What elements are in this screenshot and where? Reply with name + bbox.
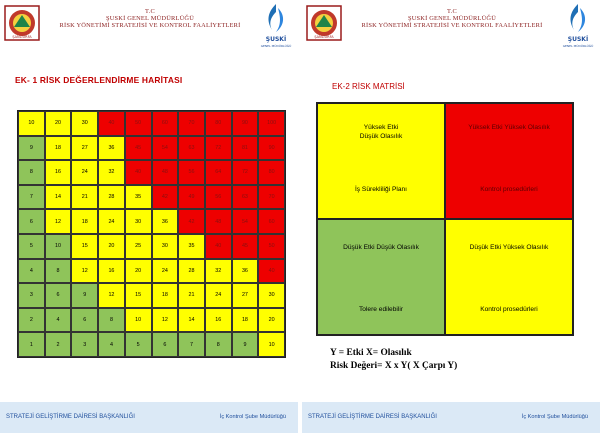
heatmap-cell: 3	[71, 332, 98, 357]
header-line-doc: RİSK YÖNETİMİ STRATEJİSİ VE KONTROL FAALİYETLERİ	[361, 22, 543, 29]
heatmap-cell: 36	[98, 136, 125, 161]
matrix-cell-label: Düşük Etki Yüksek Olasılık	[469, 244, 549, 251]
heatmap-cell: 12	[45, 209, 72, 234]
heatmap-cell: 27	[71, 136, 98, 161]
heatmap-cell: 28	[98, 185, 125, 210]
heatmap-cell: 5	[18, 234, 45, 259]
heatmap-cell: 14	[178, 308, 205, 333]
page-footer	[302, 402, 600, 433]
heatmap-cell: 18	[45, 136, 72, 161]
heatmap-cell: 4	[45, 308, 72, 333]
brand-sub: GENEL MÜDÜRLÜĞÜ	[562, 44, 594, 48]
heatmap-cell: 21	[178, 283, 205, 308]
heatmap-cell: 42	[152, 185, 179, 210]
matrix-cell-high-impact-high-probability	[445, 103, 573, 219]
matrix-cell-low-impact-low-probability	[317, 219, 445, 335]
heatmap-cell: 24	[71, 160, 98, 185]
header-line-tc: T.C	[447, 8, 457, 15]
heatmap-cell: 10	[18, 111, 45, 136]
heatmap-cell: 7	[18, 185, 45, 210]
heatmap-cell: 54	[232, 209, 259, 234]
seal-text: ŞANLIURFA	[12, 35, 32, 39]
matrix-cell-label: Yüksek Etki	[363, 124, 399, 131]
heatmap-cell: 6	[152, 332, 179, 357]
municipality-seal-icon	[306, 5, 342, 41]
heatmap-cell: 32	[205, 259, 232, 284]
brand-name: ŞUSKİ	[265, 36, 287, 43]
heatmap-cell: 60	[258, 209, 285, 234]
heatmap-cell: 6	[18, 209, 45, 234]
footer-unit: İç Kontrol Şube Müdürlüğü	[521, 414, 588, 420]
suski-logo-icon	[560, 2, 596, 50]
heatmap-cell: 45	[232, 234, 259, 259]
heatmap-cell: 40	[98, 111, 125, 136]
header-line-org: ŞUSKİ GENEL MÜDÜRLÜĞÜ	[407, 15, 497, 22]
matrix-legend-axes: Y = Etki X= Olasılık	[330, 348, 412, 358]
heatmap-cell: 100	[258, 111, 285, 136]
heatmap-cell: 1	[18, 332, 45, 357]
heatmap-cell: 72	[232, 160, 259, 185]
heatmap-cell: 10	[125, 308, 152, 333]
matrix-cell-action: İş Sürekliliği Planı	[354, 186, 408, 193]
heatmap-cell: 15	[71, 234, 98, 259]
heatmap-cell: 48	[205, 209, 232, 234]
matrix-cell-label: Yüksek Etki Yüksek Olasılık	[468, 124, 550, 131]
brand-sub: GENEL MÜDÜRLÜĞÜ	[260, 44, 292, 48]
heatmap-cell: 2	[45, 332, 72, 357]
heatmap-cell: 7	[178, 332, 205, 357]
heatmap-cell: 14	[45, 185, 72, 210]
heatmap-cell: 90	[258, 136, 285, 161]
risk-matrix	[316, 102, 574, 336]
heatmap-cell: 8	[205, 332, 232, 357]
heatmap-cell: 15	[125, 283, 152, 308]
heatmap-cell: 27	[232, 283, 259, 308]
heatmap-cell: 40	[205, 234, 232, 259]
heatmap-cell: 24	[205, 283, 232, 308]
heatmap-cell: 40	[125, 160, 152, 185]
heatmap-cell: 9	[232, 332, 259, 357]
heatmap-cell: 10	[45, 234, 72, 259]
heatmap-cell: 50	[125, 111, 152, 136]
right-page	[302, 0, 600, 433]
brand-name: ŞUSKİ	[567, 36, 589, 43]
heatmap-cell: 12	[152, 308, 179, 333]
suski-logo-icon	[258, 2, 294, 50]
heatmap-cell: 20	[45, 111, 72, 136]
heatmap-cell: 50	[258, 234, 285, 259]
footer-department: STRATEJİ GELİŞTİRME DAİRESİ BAŞKANLIĞI	[308, 414, 437, 420]
heatmap-cell: 80	[258, 160, 285, 185]
heatmap-cell: 63	[178, 136, 205, 161]
matrix-cell-label: Düşük Olasılık	[359, 133, 403, 140]
heatmap-cell: 18	[152, 283, 179, 308]
header-line-doc: RİSK YÖNETİMİ STRATEJİSİ VE KONTROL FAALİYETLERİ	[59, 22, 241, 29]
heatmap-cell: 70	[178, 111, 205, 136]
heatmap-cell: 24	[152, 259, 179, 284]
heatmap-cell: 18	[232, 308, 259, 333]
heatmap-cell: 90	[232, 111, 259, 136]
heatmap-cell: 4	[98, 332, 125, 357]
heatmap-cell: 56	[178, 160, 205, 185]
heatmap-cell: 16	[205, 308, 232, 333]
matrix-cell-low-impact-high-probability	[445, 219, 573, 335]
heatmap-cell: 18	[71, 209, 98, 234]
heatmap-cell: 8	[18, 160, 45, 185]
heatmap-cell: 81	[232, 136, 259, 161]
header-line-tc: T.C	[145, 8, 155, 15]
heatmap-cell: 30	[125, 209, 152, 234]
seal-text: ŞANLIURFA	[314, 35, 334, 39]
heatmap-cell: 25	[125, 234, 152, 259]
header-line-org: ŞUSKİ GENEL MÜDÜRLÜĞÜ	[105, 15, 195, 22]
matrix-legend-formula: Risk Değeri= X x Y( X Çarpı Y)	[330, 361, 458, 371]
heatmap-cell: 35	[178, 234, 205, 259]
heatmap-cell: 56	[205, 185, 232, 210]
left-page	[0, 0, 298, 433]
heatmap-cell: 80	[205, 111, 232, 136]
heatmap-cell: 4	[18, 259, 45, 284]
matrix-title: EK-2 RİSK MATRİSİ	[332, 82, 405, 91]
heatmap-cell: 72	[205, 136, 232, 161]
heatmap-cell: 8	[45, 259, 72, 284]
heatmap-cell: 36	[152, 209, 179, 234]
heatmap-cell: 63	[232, 185, 259, 210]
heatmap-cell: 54	[152, 136, 179, 161]
heatmap-cell: 64	[205, 160, 232, 185]
heatmap-cell: 70	[258, 185, 285, 210]
municipality-seal-icon	[4, 5, 40, 41]
heatmap-cell: 28	[178, 259, 205, 284]
heatmap-cell: 30	[258, 283, 285, 308]
heatmap-cell: 60	[152, 111, 179, 136]
heatmap-cell: 20	[258, 308, 285, 333]
heatmap-cell: 24	[98, 209, 125, 234]
heatmap-cell: 12	[71, 259, 98, 284]
heatmap-cell: 49	[178, 185, 205, 210]
matrix-cell-high-impact-low-probability	[317, 103, 445, 219]
heatmap-cell: 3	[18, 283, 45, 308]
heatmap-cell: 20	[125, 259, 152, 284]
heatmap-cell: 32	[98, 160, 125, 185]
matrix-cell-action: Tolere edilebilir	[359, 306, 403, 313]
footer-unit: İç Kontrol Şube Müdürlüğü	[219, 414, 286, 420]
heatmap-cell: 16	[98, 259, 125, 284]
heatmap-cell: 30	[71, 111, 98, 136]
heatmap-cell: 8	[98, 308, 125, 333]
heatmap-cell: 9	[71, 283, 98, 308]
heatmap-title: EK- 1 RİSK DEĞERLENDİRME HARİTASI	[15, 75, 183, 85]
heatmap-cell: 6	[45, 283, 72, 308]
heatmap-cell: 20	[98, 234, 125, 259]
risk-heat-map	[17, 110, 286, 358]
heatmap-cell: 30	[152, 234, 179, 259]
matrix-cell-action: Kontrol prosedürleri	[480, 186, 538, 193]
heatmap-cell: 48	[152, 160, 179, 185]
heatmap-cell: 12	[98, 283, 125, 308]
footer-department: STRATEJİ GELİŞTİRME DAİRESİ BAŞKANLIĞI	[6, 414, 135, 420]
heatmap-cell: 40	[258, 259, 285, 284]
matrix-cell-label: Düşük Etki Düşük Olasılık	[343, 244, 419, 251]
heatmap-cell: 2	[18, 308, 45, 333]
page-footer	[0, 402, 298, 433]
page-header	[302, 0, 600, 50]
heatmap-cell: 42	[178, 209, 205, 234]
heatmap-cell: 35	[125, 185, 152, 210]
heatmap-cell: 21	[71, 185, 98, 210]
heatmap-cell: 5	[125, 332, 152, 357]
matrix-cell-action: Kontrol prosedürleri	[480, 306, 538, 313]
heatmap-cell: 16	[45, 160, 72, 185]
heatmap-cell: 36	[232, 259, 259, 284]
heatmap-cell: 45	[125, 136, 152, 161]
heatmap-cell: 10	[258, 332, 285, 357]
heatmap-cell: 6	[71, 308, 98, 333]
heatmap-cell: 9	[18, 136, 45, 161]
page-header	[0, 0, 298, 50]
